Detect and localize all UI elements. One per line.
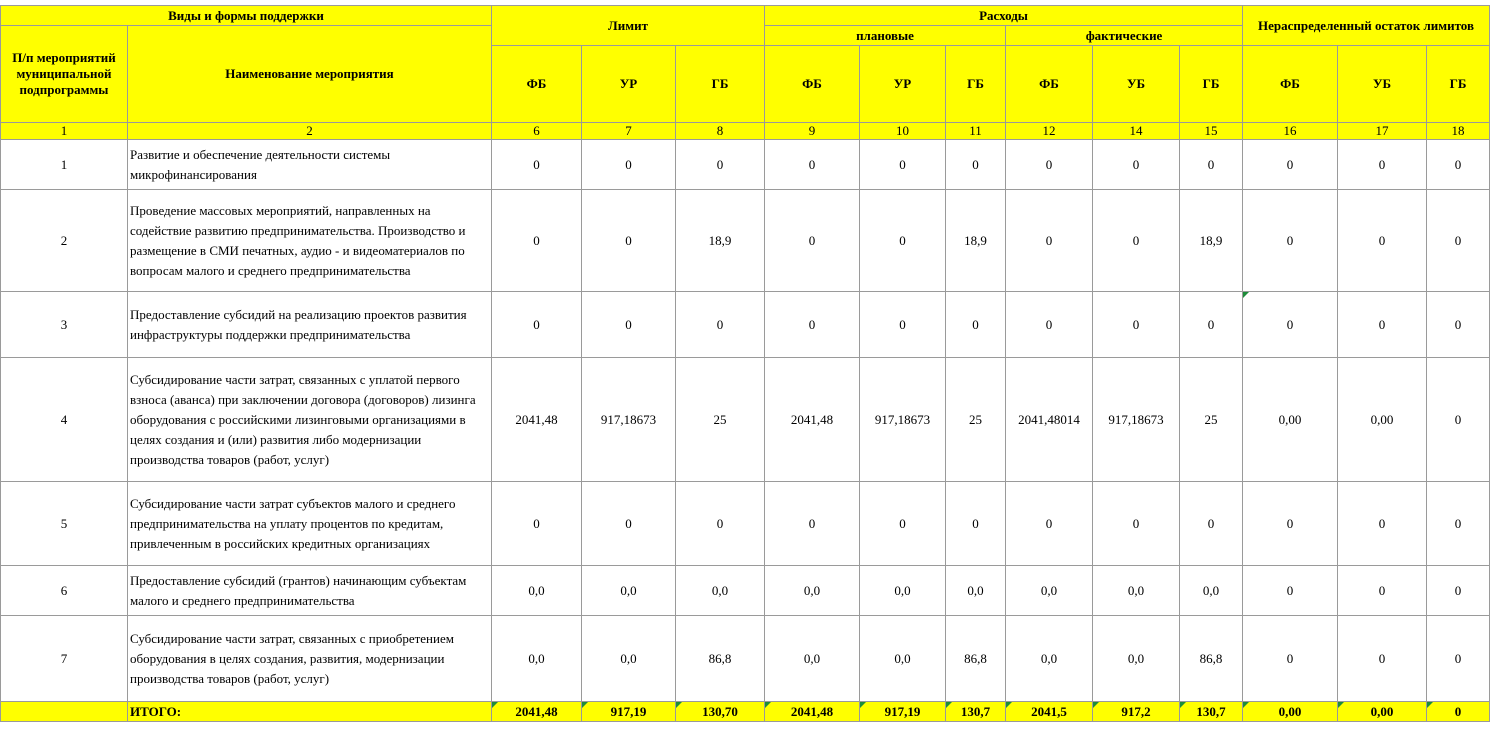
header-limit[interactable]: Лимит: [492, 6, 765, 46]
table-row: [1, 482, 1490, 566]
value-cell[interactable]: 0,0: [765, 566, 860, 616]
value-cell[interactable]: 0: [1006, 140, 1093, 190]
value-cell[interactable]: 0: [1006, 292, 1093, 358]
total-index-cell[interactable]: [1, 702, 128, 722]
value-cell[interactable]: 0,0: [1093, 566, 1180, 616]
value-cell[interactable]: 86,8: [1180, 616, 1243, 702]
value-cell[interactable]: 0,0: [582, 616, 676, 702]
value-cell[interactable]: 917,18673: [860, 358, 946, 482]
row-index[interactable]: 7: [1, 616, 128, 702]
value-cell[interactable]: 0: [1427, 482, 1490, 566]
value-cell[interactable]: 0: [1093, 190, 1180, 292]
value-cell[interactable]: 0: [492, 190, 582, 292]
value-cell[interactable]: 0: [1338, 566, 1427, 616]
value-cell[interactable]: 0: [676, 292, 765, 358]
colnum-cell[interactable]: 15: [1180, 123, 1243, 140]
value-cell[interactable]: 0: [1243, 566, 1338, 616]
value-cell[interactable]: 0: [1006, 482, 1093, 566]
value-cell[interactable]: 0: [1243, 140, 1338, 190]
value-cell[interactable]: 0: [1427, 190, 1490, 292]
measure-name[interactable]: Субсидирование части затрат, связанных с приобретением оборудования в целях создания, развития, модернизации производства товаров (работ, услуг): [128, 616, 492, 702]
value-cell[interactable]: 0: [1093, 482, 1180, 566]
colnum-cell[interactable]: 6: [492, 123, 582, 140]
value-cell[interactable]: 0: [1180, 140, 1243, 190]
header-vidy[interactable]: Виды и формы поддержки: [1, 6, 492, 26]
table-row: [1, 190, 1490, 292]
value-cell[interactable]: 0: [582, 482, 676, 566]
measure-name[interactable]: Субсидирование части затрат субъектов малого и среднего предпринимательства на уплату процентов по кредитам, привлеченным в российских кредитных организациях: [128, 482, 492, 566]
colnum-cell[interactable]: 17: [1338, 123, 1427, 140]
row-index[interactable]: 3: [1, 292, 128, 358]
value-cell[interactable]: 0: [1338, 190, 1427, 292]
measure-name[interactable]: Субсидирование части затрат, связанных с уплатой первого взноса (аванса) при заключении договора (договоров) лизинга оборудования с российскими лизинговыми организациями в целях создания и (или) развития либо модернизации производства товаров (работ, услуг): [128, 358, 492, 482]
table-row: [1, 358, 1490, 482]
value-cell[interactable]: 18,9: [946, 190, 1006, 292]
col-header-fact-gb[interactable]: ГБ: [1180, 46, 1243, 123]
value-cell[interactable]: 0: [1093, 140, 1180, 190]
value-cell[interactable]: 0: [1006, 190, 1093, 292]
value-cell[interactable]: 0: [860, 292, 946, 358]
value-cell[interactable]: 0: [1180, 482, 1243, 566]
total-value[interactable]: 2041,48: [765, 702, 860, 722]
value-cell[interactable]: 0,00: [1243, 358, 1338, 482]
total-value[interactable]: 130,70: [676, 702, 765, 722]
total-value[interactable]: 917,19: [860, 702, 946, 722]
value-cell[interactable]: 86,8: [946, 616, 1006, 702]
value-cell[interactable]: 25: [676, 358, 765, 482]
value-cell[interactable]: 0: [1338, 616, 1427, 702]
value-cell[interactable]: 0: [582, 140, 676, 190]
total-value[interactable]: 2041,48: [492, 702, 582, 722]
value-cell[interactable]: 2041,48: [492, 358, 582, 482]
value-cell[interactable]: 0,0: [860, 616, 946, 702]
header-raskhody[interactable]: Расходы: [765, 6, 1243, 26]
value-cell[interactable]: 0: [582, 190, 676, 292]
colnum-cell[interactable]: 9: [765, 123, 860, 140]
total-value[interactable]: 130,7: [1180, 702, 1243, 722]
table-row: [1, 140, 1490, 190]
value-cell[interactable]: 0: [492, 140, 582, 190]
value-cell[interactable]: 0: [582, 292, 676, 358]
row-index[interactable]: 1: [1, 140, 128, 190]
total-value[interactable]: 0,00: [1338, 702, 1427, 722]
row-index[interactable]: 2: [1, 190, 128, 292]
header-ostatok[interactable]: Нераспределенный остаток лимитов: [1243, 6, 1490, 46]
total-value[interactable]: 0,00: [1243, 702, 1338, 722]
row-index[interactable]: 4: [1, 358, 128, 482]
col-header-limit-ur[interactable]: УР: [582, 46, 676, 123]
header-planovye[interactable]: плановые: [765, 26, 1006, 46]
colnum-cell[interactable]: 10: [860, 123, 946, 140]
colnum-cell[interactable]: 14: [1093, 123, 1180, 140]
value-cell[interactable]: 0,0: [1180, 566, 1243, 616]
value-cell[interactable]: 25: [946, 358, 1006, 482]
value-cell[interactable]: 0: [860, 482, 946, 566]
value-cell[interactable]: 0: [765, 140, 860, 190]
value-cell[interactable]: 0,0: [492, 566, 582, 616]
value-cell[interactable]: 25: [1180, 358, 1243, 482]
value-cell[interactable]: 0,0: [582, 566, 676, 616]
value-cell[interactable]: 0,0: [860, 566, 946, 616]
value-cell[interactable]: 0,0: [946, 566, 1006, 616]
colnum-cell[interactable]: 1: [1, 123, 128, 140]
value-cell[interactable]: 0: [1427, 358, 1490, 482]
colnum-cell[interactable]: 11: [946, 123, 1006, 140]
value-cell[interactable]: 0: [676, 482, 765, 566]
colnum-cell[interactable]: 2: [128, 123, 492, 140]
header-naim[interactable]: Наименование мероприятия: [128, 26, 492, 123]
colnum-cell[interactable]: 8: [676, 123, 765, 140]
value-cell[interactable]: 0: [1093, 292, 1180, 358]
value-cell[interactable]: 0: [946, 482, 1006, 566]
value-cell[interactable]: 2041,48014: [1006, 358, 1093, 482]
col-header-rest-ub[interactable]: УБ: [1338, 46, 1427, 123]
measure-name[interactable]: Предоставление субсидий на реализацию проектов развития инфраструктуры поддержки предпринимательства: [128, 292, 492, 358]
table-row: [1, 616, 1490, 702]
measure-name[interactable]: Развитие и обеспечение деятельности системы микрофинансирования: [128, 140, 492, 190]
value-cell[interactable]: 0: [1427, 566, 1490, 616]
col-header-fact-ub[interactable]: УБ: [1093, 46, 1180, 123]
value-cell[interactable]: 0: [765, 292, 860, 358]
total-row: [1, 702, 1490, 722]
value-cell[interactable]: 0: [1243, 190, 1338, 292]
value-cell[interactable]: 0: [676, 140, 765, 190]
header-pp[interactable]: П/п мероприятий муниципальной подпрограммы: [1, 26, 128, 123]
value-cell[interactable]: 0: [1338, 292, 1427, 358]
value-cell[interactable]: 0: [1427, 292, 1490, 358]
col-header-plan-ur[interactable]: УР: [860, 46, 946, 123]
header-fakticheskie[interactable]: фактические: [1006, 26, 1243, 46]
value-cell[interactable]: 917,18673: [1093, 358, 1180, 482]
value-cell[interactable]: 0: [1180, 292, 1243, 358]
value-cell[interactable]: 0: [946, 292, 1006, 358]
value-cell[interactable]: 0,0: [676, 566, 765, 616]
value-cell[interactable]: 0,0: [492, 616, 582, 702]
total-value[interactable]: 130,7: [946, 702, 1006, 722]
total-value[interactable]: 2041,5: [1006, 702, 1093, 722]
value-cell[interactable]: 0: [1243, 292, 1338, 358]
table-row: [1, 566, 1490, 616]
value-cell[interactable]: 0,0: [1006, 616, 1093, 702]
total-label[interactable]: ИТОГО:: [128, 702, 492, 722]
col-header-limit-fb[interactable]: ФБ: [492, 46, 582, 123]
value-cell[interactable]: 86,8: [676, 616, 765, 702]
col-header-plan-gb[interactable]: ГБ: [946, 46, 1006, 123]
value-cell[interactable]: 0: [1338, 140, 1427, 190]
value-cell[interactable]: 0: [1427, 616, 1490, 702]
value-cell[interactable]: 0,0: [765, 616, 860, 702]
value-cell[interactable]: 0,00: [1338, 358, 1427, 482]
measure-name[interactable]: Проведение массовых мероприятий, направленных на содействие развитию предпринимательства. Производство и размещение в СМИ печатных, аудио - и видеоматериалов по вопросам малого и среднего предпринимательства: [128, 190, 492, 292]
col-header-limit-gb[interactable]: ГБ: [676, 46, 765, 123]
value-cell[interactable]: 0: [1243, 616, 1338, 702]
value-cell[interactable]: 0: [860, 140, 946, 190]
col-header-rest-gb[interactable]: ГБ: [1427, 46, 1490, 123]
col-header-plan-fb[interactable]: ФБ: [765, 46, 860, 123]
value-cell[interactable]: 0: [765, 482, 860, 566]
row-index[interactable]: 6: [1, 566, 128, 616]
colnum-cell[interactable]: 16: [1243, 123, 1338, 140]
value-cell[interactable]: 0: [492, 292, 582, 358]
value-cell[interactable]: 0: [1427, 140, 1490, 190]
support-table: [0, 5, 1490, 722]
value-cell[interactable]: 0,0: [1093, 616, 1180, 702]
value-cell[interactable]: 0: [492, 482, 582, 566]
value-cell[interactable]: 0,0: [1006, 566, 1093, 616]
value-cell[interactable]: 18,9: [676, 190, 765, 292]
colnum-cell[interactable]: 12: [1006, 123, 1093, 140]
total-value[interactable]: 0: [1427, 702, 1490, 722]
value-cell[interactable]: 0: [1338, 482, 1427, 566]
measure-name[interactable]: Предоставление субсидий (грантов) начинающим субъектам малого и среднего предпринимательства: [128, 566, 492, 616]
total-value[interactable]: 917,2: [1093, 702, 1180, 722]
col-header-rest-fb[interactable]: ФБ: [1243, 46, 1338, 123]
table-row: [1, 292, 1490, 358]
value-cell[interactable]: 0: [946, 140, 1006, 190]
col-header-fact-fb[interactable]: ФБ: [1006, 46, 1093, 123]
value-cell[interactable]: 18,9: [1180, 190, 1243, 292]
total-value[interactable]: 917,19: [582, 702, 676, 722]
colnum-cell[interactable]: 7: [582, 123, 676, 140]
value-cell[interactable]: 0: [1243, 482, 1338, 566]
column-number-row: [1, 123, 1490, 140]
value-cell[interactable]: 0: [860, 190, 946, 292]
row-index[interactable]: 5: [1, 482, 128, 566]
value-cell[interactable]: 917,18673: [582, 358, 676, 482]
value-cell[interactable]: 2041,48: [765, 358, 860, 482]
colnum-cell[interactable]: 18: [1427, 123, 1490, 140]
value-cell[interactable]: 0: [765, 190, 860, 292]
